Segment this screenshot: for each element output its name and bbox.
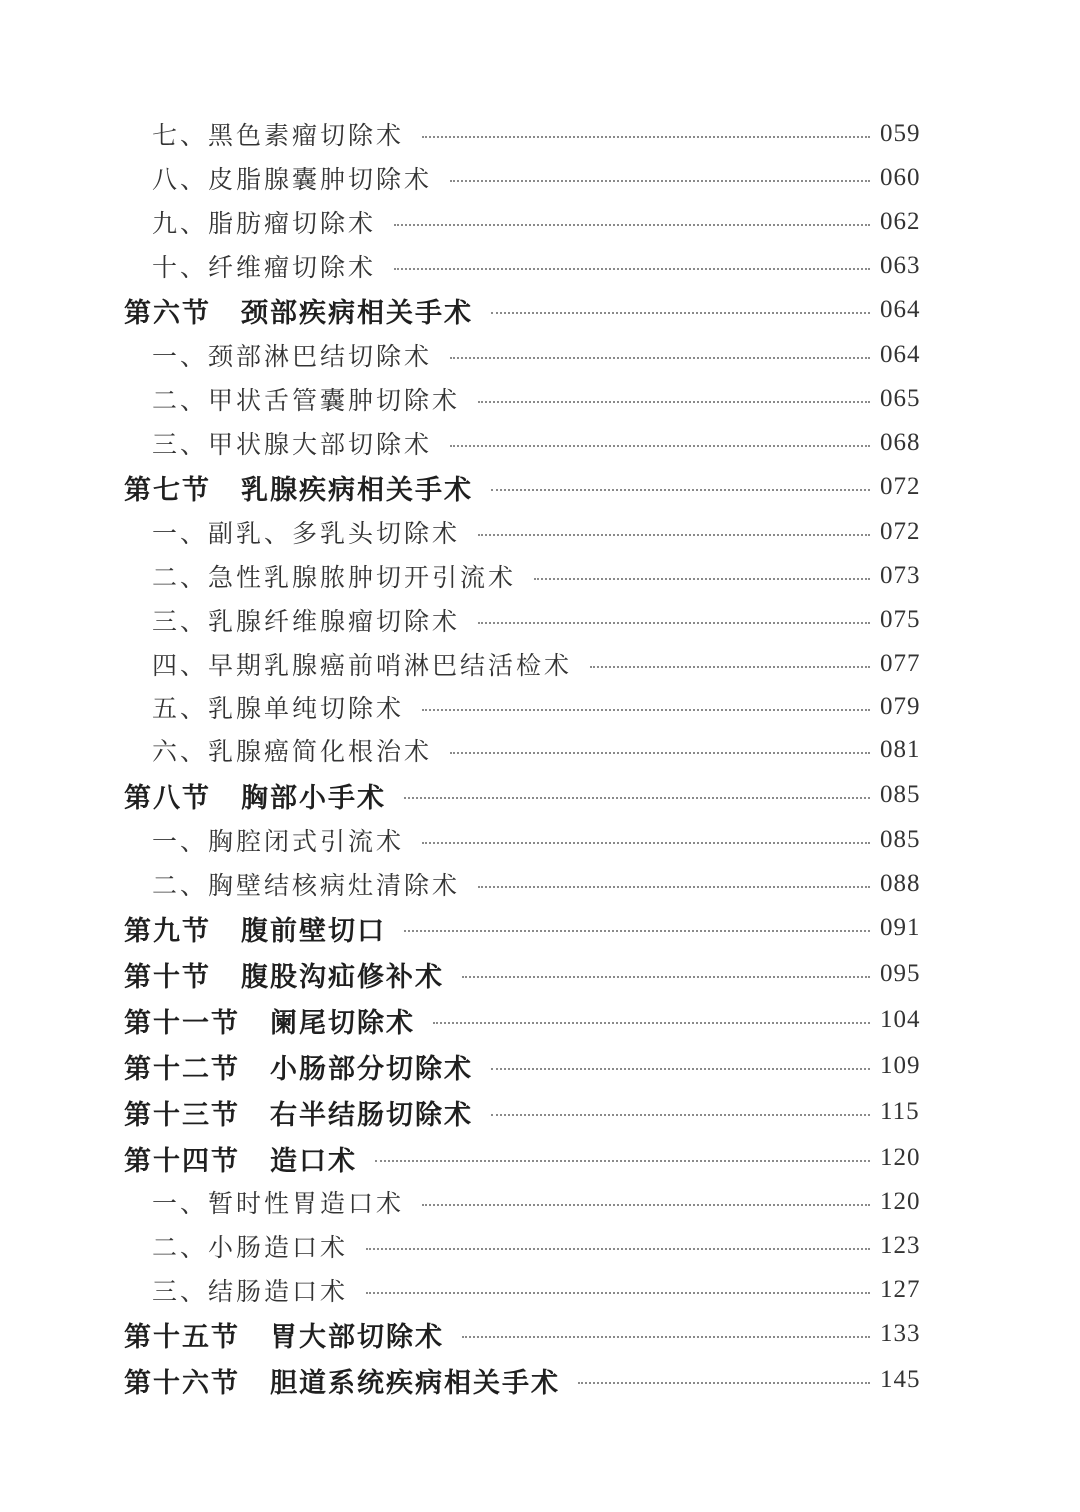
toc-section-entry (0, 1092, 1080, 1132)
toc-subsection-entry (0, 1270, 1080, 1310)
toc-entry-title: 乳腺单纯切除术 (208, 694, 405, 723)
toc-entry-label (0, 558, 516, 594)
item-number: 四、 (152, 651, 209, 680)
toc-entry-title: 颈部疾病相关手术 (241, 297, 473, 329)
toc-entry-label (0, 909, 386, 948)
section-number: 第八节 (124, 782, 211, 814)
item-number: 一、 (152, 1189, 209, 1218)
toc-entry-title: 副乳、多乳头切除术 (208, 519, 461, 548)
toc-entry-title: 右半结肠切除术 (270, 1099, 473, 1131)
item-number: 二、 (152, 1233, 209, 1262)
dot-leader (450, 445, 870, 447)
page-number: 085 (880, 781, 921, 808)
toc-section-entry (0, 1138, 1080, 1178)
toc-subsection-entry (0, 687, 1080, 727)
dot-leader (404, 797, 870, 799)
toc-entry-label (0, 776, 386, 815)
toc-subsection-entry (0, 820, 1080, 860)
toc-entry-title: 早期乳腺癌前哨淋巴结活检术 (208, 651, 573, 680)
toc-subsection-entry (0, 864, 1080, 904)
page-number: 060 (880, 164, 921, 191)
toc-entry-title: 乳腺癌简化根治术 (208, 737, 433, 766)
page-number: 123 (880, 1232, 921, 1259)
dot-leader (375, 1160, 870, 1162)
dot-leader (394, 268, 870, 270)
toc-entry-title: 胃大部切除术 (270, 1321, 444, 1353)
page-number: 063 (880, 252, 921, 279)
toc-entry-label (0, 160, 432, 196)
toc-entry-title: 颈部淋巴结切除术 (208, 342, 433, 371)
toc-entry-title: 阑尾切除术 (270, 1007, 415, 1039)
section-number: 第六节 (124, 297, 211, 329)
page-number: 127 (880, 1276, 921, 1303)
dot-leader (462, 1336, 870, 1338)
dot-leader (478, 622, 870, 624)
item-number: 三、 (152, 430, 209, 459)
page-number: 072 (880, 473, 921, 500)
toc-section-entry (0, 775, 1080, 815)
dot-leader (534, 578, 870, 580)
item-number: 二、 (152, 871, 209, 900)
page-number: 079 (880, 693, 921, 720)
page-number: 075 (880, 606, 921, 633)
page-number: 109 (880, 1052, 921, 1079)
toc-subsection-entry (0, 1182, 1080, 1222)
toc-entry-label (0, 1228, 348, 1264)
dot-leader (404, 930, 870, 932)
page-number: 081 (880, 736, 921, 763)
page-number: 120 (880, 1188, 921, 1215)
toc-entry-label (0, 689, 404, 725)
toc-section-entry (0, 908, 1080, 948)
section-number: 第十三节 (124, 1099, 240, 1131)
dot-leader (433, 1022, 870, 1024)
toc-subsection-entry (0, 730, 1080, 770)
dot-leader (578, 1382, 870, 1384)
dot-leader (478, 886, 870, 888)
toc-subsection-entry (0, 1226, 1080, 1266)
toc-entry-title: 甲状腺大部切除术 (208, 430, 433, 459)
toc-entry-title: 小肠部分切除术 (270, 1053, 473, 1085)
page-number: 088 (880, 870, 921, 897)
toc-entry-label (0, 291, 473, 330)
toc-entry-label (0, 116, 404, 152)
item-number: 二、 (152, 386, 209, 415)
dot-leader (450, 752, 870, 754)
toc-entry-label (0, 646, 572, 682)
toc-entry-title: 暂时性胃造口术 (208, 1189, 405, 1218)
dot-leader (462, 976, 870, 978)
item-number: 三、 (152, 607, 209, 636)
dot-leader (491, 312, 870, 314)
section-number: 第十五节 (124, 1321, 240, 1353)
toc-section-entry (0, 1314, 1080, 1354)
toc-subsection-entry (0, 556, 1080, 596)
toc-entry-title: 脂肪瘤切除术 (208, 209, 377, 238)
toc-entry-label (0, 204, 376, 240)
toc-section-entry (0, 1000, 1080, 1040)
toc-entry-label (0, 1001, 415, 1040)
dot-leader (422, 1204, 870, 1206)
toc-subsection-entry (0, 644, 1080, 684)
page-number: 115 (880, 1098, 920, 1125)
toc-entry-title: 乳腺纤维腺瘤切除术 (208, 607, 461, 636)
page-number: 065 (880, 385, 921, 412)
section-number: 第十六节 (124, 1367, 240, 1399)
toc-entry-label (0, 866, 460, 902)
toc-entry-title: 胸部小手术 (241, 782, 386, 814)
section-number: 第十一节 (124, 1007, 240, 1039)
item-number: 十、 (152, 253, 209, 282)
item-number: 二、 (152, 563, 209, 592)
section-number: 第十四节 (124, 1145, 240, 1177)
toc-section-entry (0, 1046, 1080, 1086)
toc-subsection-entry (0, 423, 1080, 463)
toc-entry-title: 乳腺疾病相关手术 (241, 474, 473, 506)
dot-leader (394, 224, 870, 226)
dot-leader (590, 666, 870, 668)
dot-leader (491, 1068, 870, 1070)
item-number: 一、 (152, 827, 209, 856)
page-number: 077 (880, 650, 921, 677)
toc-entry-label (0, 248, 376, 284)
toc-entry-title: 造口术 (270, 1145, 357, 1177)
toc-entry-title: 胸壁结核病灶清除术 (208, 871, 461, 900)
page-number: 145 (880, 1366, 921, 1393)
page-number: 073 (880, 562, 921, 589)
toc-section-entry (0, 1360, 1080, 1400)
item-number: 六、 (152, 737, 209, 766)
toc-section-entry (0, 467, 1080, 507)
toc-entry-label (0, 955, 444, 994)
toc-subsection-entry (0, 114, 1080, 154)
page-number: 120 (880, 1144, 921, 1171)
dot-leader (478, 534, 870, 536)
item-number: 一、 (152, 519, 209, 548)
dot-leader (422, 709, 870, 711)
section-number: 第九节 (124, 915, 211, 947)
page-number: 085 (880, 826, 921, 853)
page-number: 068 (880, 429, 921, 456)
page-number: 064 (880, 341, 921, 368)
section-number: 第十节 (124, 961, 211, 993)
toc-entry-title: 急性乳腺脓肿切开引流术 (208, 563, 517, 592)
toc-entry-title: 胸腔闭式引流术 (208, 827, 405, 856)
page-number: 072 (880, 518, 921, 545)
toc-subsection-entry (0, 335, 1080, 375)
page-number: 059 (880, 120, 921, 147)
item-number: 八、 (152, 165, 209, 194)
toc-entry-label (0, 1272, 348, 1308)
dot-leader (422, 136, 870, 138)
toc-entry-label (0, 1184, 404, 1220)
item-number: 九、 (152, 209, 209, 238)
toc-entry-label (0, 337, 432, 373)
toc-subsection-entry (0, 512, 1080, 552)
page-number: 062 (880, 208, 921, 235)
toc-subsection-entry (0, 600, 1080, 640)
page-number: 133 (880, 1320, 921, 1347)
dot-leader (491, 1114, 870, 1116)
toc-subsection-entry (0, 158, 1080, 198)
toc-entry-label (0, 822, 404, 858)
dot-leader (366, 1248, 870, 1250)
toc-entry-label (0, 1093, 473, 1132)
toc-entry-title: 甲状舌管囊肿切除术 (208, 386, 461, 415)
toc-entry-label (0, 1315, 444, 1354)
toc-entry-title: 纤维瘤切除术 (208, 253, 377, 282)
toc-section-entry (0, 290, 1080, 330)
section-number: 第十二节 (124, 1053, 240, 1085)
toc-subsection-entry (0, 246, 1080, 286)
page-number: 064 (880, 296, 921, 323)
dot-leader (450, 180, 870, 182)
toc-entry-label (0, 1361, 560, 1400)
dot-leader (478, 401, 870, 403)
toc-entry-label (0, 732, 432, 768)
page-number: 091 (880, 914, 921, 941)
toc-entry-label (0, 468, 473, 507)
dot-leader (422, 842, 870, 844)
toc-entry-label (0, 602, 460, 638)
toc-entry-title: 结肠造口术 (208, 1277, 349, 1306)
item-number: 一、 (152, 342, 209, 371)
toc-entry-title: 腹前壁切口 (241, 915, 386, 947)
toc-entry-label (0, 1139, 357, 1178)
item-number: 三、 (152, 1277, 209, 1306)
toc-entry-title: 小肠造口术 (208, 1233, 349, 1262)
section-number: 第七节 (124, 474, 211, 506)
item-number: 五、 (152, 694, 209, 723)
dot-leader (491, 489, 870, 491)
toc-entry-label (0, 1047, 473, 1086)
toc-entry-label (0, 514, 460, 550)
toc-entry-title: 黑色素瘤切除术 (208, 121, 405, 150)
toc-subsection-entry (0, 202, 1080, 242)
toc-section-entry (0, 954, 1080, 994)
toc-entry-title: 胆道系统疾病相关手术 (270, 1367, 560, 1399)
toc-entry-label (0, 381, 460, 417)
page-number: 095 (880, 960, 921, 987)
toc-entry-title: 皮脂腺囊肿切除术 (208, 165, 433, 194)
toc-subsection-entry (0, 379, 1080, 419)
toc-entry-title: 腹股沟疝修补术 (241, 961, 444, 993)
dot-leader (450, 357, 870, 359)
page-number: 104 (880, 1006, 921, 1033)
dot-leader (366, 1292, 870, 1294)
toc-entry-label (0, 425, 432, 461)
item-number: 七、 (152, 121, 209, 150)
